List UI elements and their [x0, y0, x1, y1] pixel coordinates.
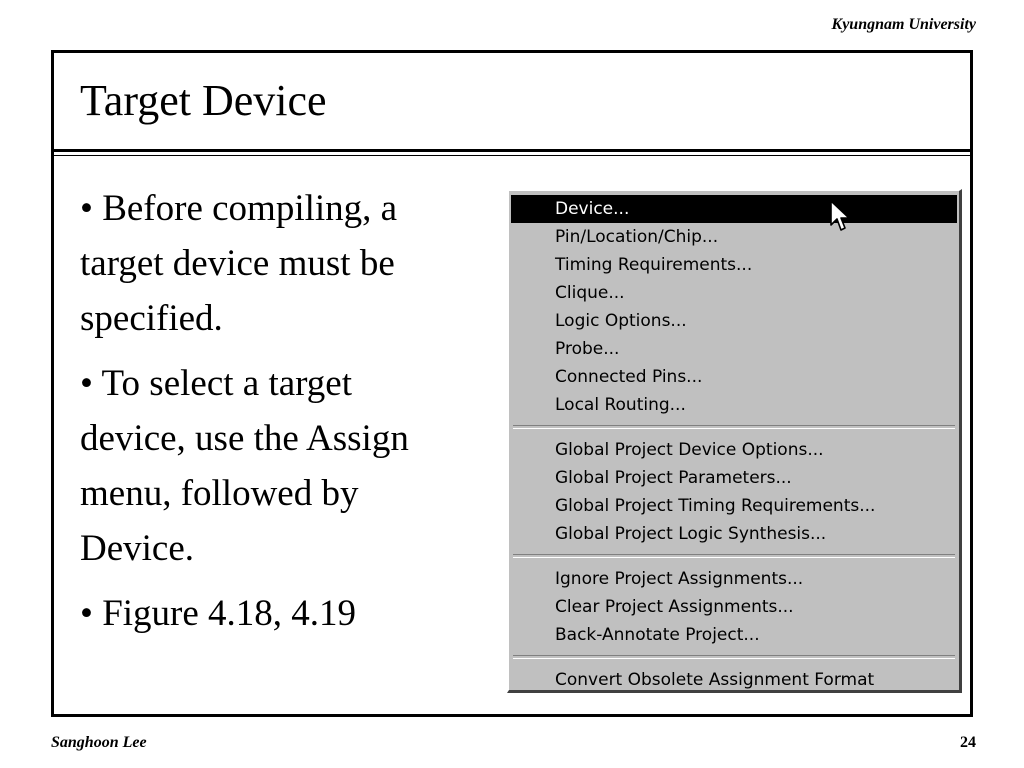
- menu-separator: [513, 554, 955, 558]
- bullet-item: • Before compiling, a target device must be specified.: [80, 188, 398, 339]
- menu-item-global-parameters[interactable]: Global Project Parameters...: [555, 468, 792, 488]
- menu-item-global-timing-requirements[interactable]: Global Project Timing Requirements...: [555, 496, 876, 516]
- menu-item-logic-options[interactable]: Logic Options...: [555, 311, 687, 331]
- author-name: Sanghoon Lee: [51, 734, 147, 751]
- menu-separator: [513, 425, 955, 429]
- menu-item-pin-location-chip[interactable]: Pin/Location/Chip...: [555, 227, 719, 247]
- menu-item-back-annotate[interactable]: Back-Annotate Project...: [555, 625, 760, 645]
- menu-item-global-logic-synthesis[interactable]: Global Project Logic Synthesis...: [555, 524, 827, 544]
- menu-separator: [513, 655, 955, 659]
- menu-item-convert-obsolete[interactable]: Convert Obsolete Assignment Format: [555, 670, 875, 690]
- mouse-pointer-icon: [829, 199, 855, 233]
- menu-item-probe[interactable]: Probe...: [555, 339, 620, 359]
- menu-item-clique[interactable]: Clique...: [555, 283, 625, 303]
- assign-menu-screenshot: [507, 189, 962, 693]
- slide-frame: [51, 50, 973, 717]
- bullet-item: • Figure 4.18, 4.19: [80, 593, 357, 634]
- menu-item-clear-assignments[interactable]: Clear Project Assignments...: [555, 597, 794, 617]
- university-label: Kyungnam University: [831, 16, 976, 33]
- title-divider-thin: [54, 155, 970, 156]
- menu-item-timing-requirements[interactable]: Timing Requirements...: [555, 255, 753, 275]
- bullet-list: [80, 181, 460, 651]
- menu-item-global-device-options[interactable]: Global Project Device Options...: [555, 440, 824, 460]
- bullet-item: • To select a target device, use the Assign menu, followed by Device.: [80, 363, 409, 569]
- page-number: 24: [960, 734, 976, 751]
- title-area: [54, 53, 970, 153]
- menu-item-device[interactable]: Device...: [511, 195, 957, 223]
- menu-item-ignore-assignments[interactable]: Ignore Project Assignments...: [555, 569, 804, 589]
- menu-item-local-routing[interactable]: Local Routing...: [555, 395, 686, 415]
- title-divider: [54, 149, 970, 152]
- menu-item-connected-pins[interactable]: Connected Pins...: [555, 367, 703, 387]
- page-title: Target Device: [80, 76, 327, 125]
